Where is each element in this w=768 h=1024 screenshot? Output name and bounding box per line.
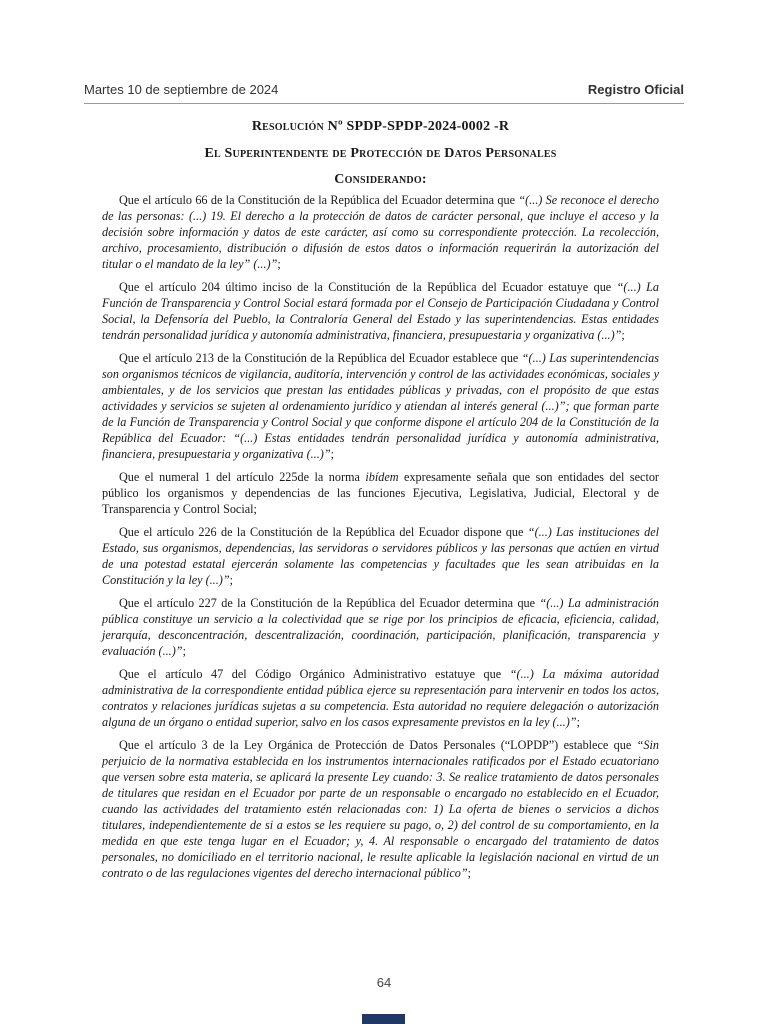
recital-paragraph <box>102 469 659 517</box>
recital-text: ; <box>229 573 234 587</box>
journal-name: Registro Oficial <box>587 82 684 97</box>
publication-date: Martes 10 de septiembre de 2024 <box>84 82 279 97</box>
recital-paragraph <box>102 279 659 343</box>
recital-text: ; <box>182 644 186 658</box>
recital-paragraph <box>102 524 659 588</box>
recital-text: Que el artículo 227 de la Constitución de la República del Ecuador determina que <box>119 596 540 610</box>
recital-text: Que el artículo 66 de la Constitución de la República del Ecuador determina que <box>119 193 519 207</box>
recital-text: ; <box>277 257 281 271</box>
recital-text: ; <box>621 328 625 342</box>
recital-paragraph <box>102 737 659 881</box>
page-number: 64 <box>376 975 392 990</box>
recital-quote: “(...) Se reconoce el derecho de las personas: (...) 19. El derecho a la protección de datos de carácter personal, que incluye el acceso y la decisión sobre información y datos de este carácter, así como su correspondiente protección. La recolección, archivo, procesamiento, distribución o difusión de estos datos o información requerirán la autorización del titular o el mandato de la ley” (...)” <box>102 193 659 271</box>
page-footer-tab <box>362 1014 405 1024</box>
recital-text: Que el artículo 213 de la Constitución de la República del Ecuador establece que <box>119 351 522 365</box>
recital-paragraph <box>102 595 659 659</box>
recital-quote: “(...) La Función de Transparencia y Control Social estará formada por el Consejo de Participación Ciudadana y Control Social, la Defensoría del Pueblo, la Contraloría General del Estado y las superintendencias. Estas entidades tendrán personalidad jurídica y autonomía administrativa, financiera, presupuestaria y organizativa (...)” <box>102 280 659 342</box>
recital-quote: “(...) La máxima autoridad administrativa de la correspondiente entidad pública ejerce su representación para intervenir en todos los actos, contratos y relaciones jurídicas sujetas a su competencia. Esta autoridad no requiere delegación o autorización alguna de un órgano o entidad superior, salvo en los casos expresamente previstos en la ley (...)” <box>102 667 659 729</box>
recital-text: Que el numeral 1 del artículo 225de la norma <box>119 470 366 484</box>
header-divider <box>84 103 684 104</box>
authority-heading: El Superintendente de Protección de Datos Personales <box>204 146 557 161</box>
resolution-title: Resolución Nº SPDP-SPDP-2024-0002 -R <box>251 119 510 134</box>
recital-text: Que el artículo 226 de la Constitución de la República del Ecuador dispone que <box>119 525 528 539</box>
recital-quote: “(...) Las instituciones del Estado, sus organismos, dependencias, las servidoras o servidores públicos y las personas que actúen en virtud de una potestad estatal ejercerán solamente las competencias y facultades que les sean atribuidas en la Constitución y la ley (...)” <box>102 525 659 587</box>
recital-paragraph <box>102 192 659 272</box>
recital-quote: “(...) Las superintendencias son organismos técnicos de vigilancia, auditoría, intervención y control de las actividades económicas, sociales y ambientales, y de los servicios que prestan las entidades públicas y privadas, con el propósito de que estas actividades y servicios se sujeten al ordenamiento jurídico y atiendan al interés general (...)”; que forman parte de la Función de Transparencia y Control Social y que conforme dispone el artículo 204 de la Constitución de la República del Ecuador: “(...) Estas entidades tendrán personalidad jurídica y autonomía administrativa, financiera, presupuestaria y organizativa (...)” <box>102 351 659 461</box>
recital-text: ; <box>467 866 472 880</box>
recital-text: ; <box>576 715 580 729</box>
recital-text: Que el artículo 204 último inciso de la Constitución de la República del Ecuador estatuye que <box>119 280 617 294</box>
document-body <box>102 119 659 888</box>
recital-quote: “(...) La administración pública constituye un servicio a la colectividad que se rige por los principios de eficacia, eficiencia, calidad, jerarquía, desconcentración, descentralización, coordinación, participación, planificación, transparencia y evaluación (...)” <box>102 596 659 658</box>
recital-text: ; <box>330 447 335 461</box>
recital-text: expresamente señala que son entidades del sector público los organismos y dependencias de las funciones Ejecutiva, Legislativa, Judicial, Electoral y de Transparencia y Control Social; <box>102 470 659 516</box>
considering-heading: Considerando: <box>334 172 427 187</box>
recital-paragraph <box>102 666 659 730</box>
recital-quote: “Sin perjuicio de la normativa establecida en los instrumentos internacionales ratificados por el Estado ecuatoriano que versen sobre esta materia, se aplicará la presente Ley cuando: 3. Se realice tratamiento de datos personales de titulares que residan en el Ecuador por parte de un responsable o encargado no establecido en el Ecuador, cuando las actividades del tratamiento estén relacionadas con: 1) La oferta de bienes o servicios a dichos titulares, independientemente de si a estos se les requiere su pago, o, 2) del control de su comportamiento, en la medida en que este tenga lugar en el Ecuador; y, 4. Al responsable o encargado del tratamiento de datos personales, no domiciliado en el territorio nacional, le resulte aplicable la legislación nacional en virtud de un contrato o de las regulaciones vigentes del derecho internacional público” <box>102 738 659 880</box>
recital-text: Que el artículo 3 de la Ley Orgánica de Protección de Datos Personales (“LOPDP”) establece que <box>119 738 637 752</box>
recital-paragraph <box>102 350 659 462</box>
recital-text: Que el artículo 47 del Código Orgánico Administrativo estatuye que <box>119 667 510 681</box>
recital-quote: ibídem <box>365 470 399 484</box>
page-header <box>84 82 684 104</box>
